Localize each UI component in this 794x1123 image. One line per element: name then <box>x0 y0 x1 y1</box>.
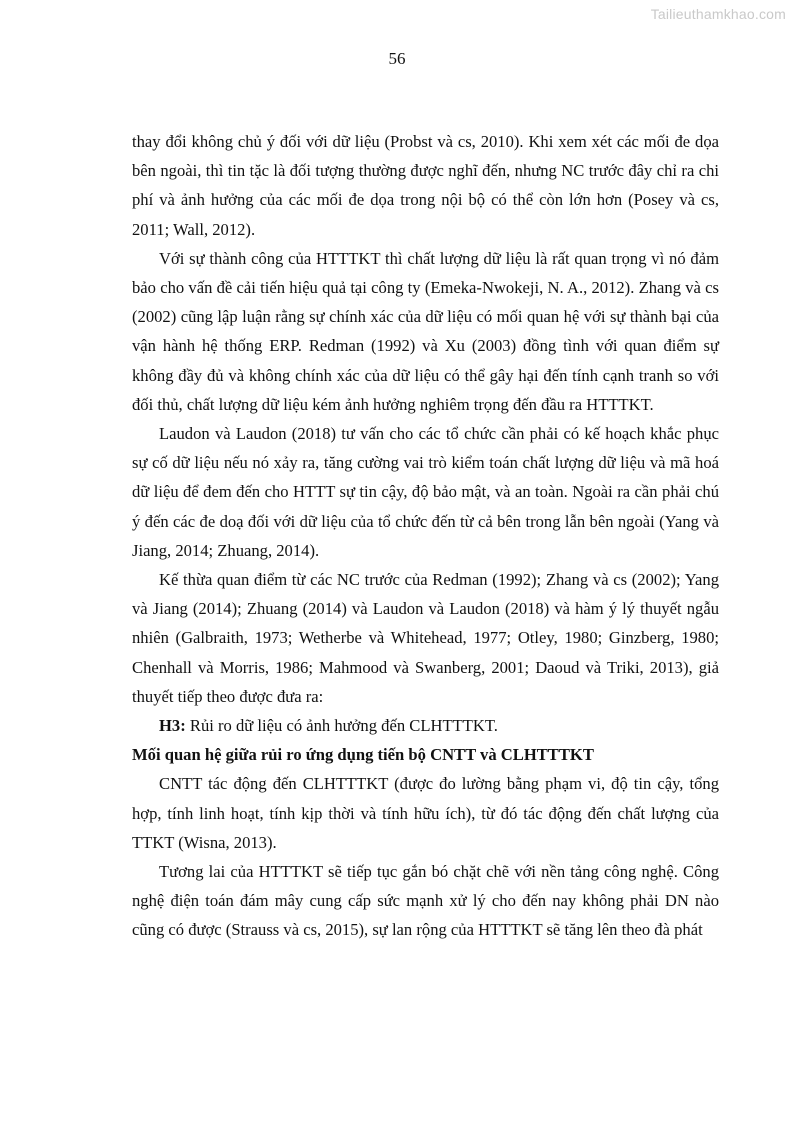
page-number: 56 <box>388 49 406 68</box>
paragraph-data-quality: Với sự thành công của HTTTKT thì chất lượng dữ liệu là rất quan trọng vì nó đảm bảo cho vấn đề cải tiến hiệu quả tại công ty (Emeka-Nwokeji, N. A., 2012). Zhang và cs (2002) cũng lập luận rằng sự chính xác của dữ liệu có mối quan hệ với sự thành bại của vận hành hệ thống ERP. Redman (1992) và Xu (2003) đồng tình với quan điểm sự không đầy đủ và không chính xác của dữ liệu có thể gây hại đến tính cạnh tranh so với đối thủ, chất lượng dữ liệu kém ảnh hưởng nghiêm trọng đến đầu ra HTTTKT. <box>132 248 719 414</box>
paragraph-continued: thay đổi không chủ ý đối với dữ liệu (Probst và cs, 2010). Khi xem xét các mối đe dọa bên ngoài, thì tin tặc là đối tượng thường được nghĩ đến, nhưng NC trước đây chỉ ra chi phí và ảnh hưởng của các mối đe dọa trong nội bộ có thể còn lớn hơn (Posey và cs, 2011; Wall, 2012). <box>132 132 719 239</box>
paragraph-laudon: Laudon và Laudon (2018) tư vấn cho các tổ chức cần phải có kế hoạch khắc phục sự cố dữ liệu nếu nó xảy ra, tăng cường vai trò kiểm toán chất lượng dữ liệu và mã hoá dữ liệu để đem đến cho HTTT sự tin cậy, độ bảo mật, và an toàn. Ngoài ra cần phải chú ý đến các đe doạ đối với dữ liệu của tổ chức đến từ cả bên trong lẫn bên ngoài (Yang và Jiang, 2014; Zhuang, 2014). <box>132 424 719 560</box>
paragraph-future: Tương lai của HTTTKT sẽ tiếp tục gắn bó chặt chẽ với nền tảng công nghệ. Công nghệ điện toán đám mây cung cấp sức mạnh xử lý cho đến nay không phải DN nào cũng có được (Strauss và cs, 2015), sự lan rộng của HTTTKT sẽ tăng lên theo đà phát <box>132 862 719 940</box>
document-body <box>132 127 719 945</box>
section-heading: Mối quan hệ giữa rủi ro ứng dụng tiến bộ CNTT và CLHTTTKT <box>132 745 594 765</box>
paragraph-inheritance: Kế thừa quan điểm từ các NC trước của Redman (1992); Zhang và cs (2002); Yang và Jiang (2014); Zhuang (2014) và Laudon và Laudon (2018) và hàm ý lý thuyết ngẫu nhiên (Galbraith, 1973; Wetherbe và Whitehead, 1977; Otley, 1980; Ginzberg, 1980; Chenhall và Morris, 1986; Mahmood và Swanberg, 2001; Daoud và Triki, 2013), giả thuyết tiếp theo được đưa ra: <box>132 570 719 706</box>
hypothesis-text: Rủi ro dữ liệu có ảnh hưởng đến CLHTTTKT. <box>185 716 498 736</box>
hypothesis-h3 <box>132 711 719 740</box>
hypothesis-label: H3: <box>159 716 186 736</box>
paragraph-cntt: CNTT tác động đến CLHTTTKT (được đo lường bằng phạm vi, độ tin cậy, tổng hợp, tính linh hoạt, tính kịp thời và tính hữu ích), từ đó tác động đến chất lượng của TTKT (Wisna, 2013). <box>132 774 719 852</box>
watermark: Tailieuthamkhao.com <box>650 6 786 22</box>
